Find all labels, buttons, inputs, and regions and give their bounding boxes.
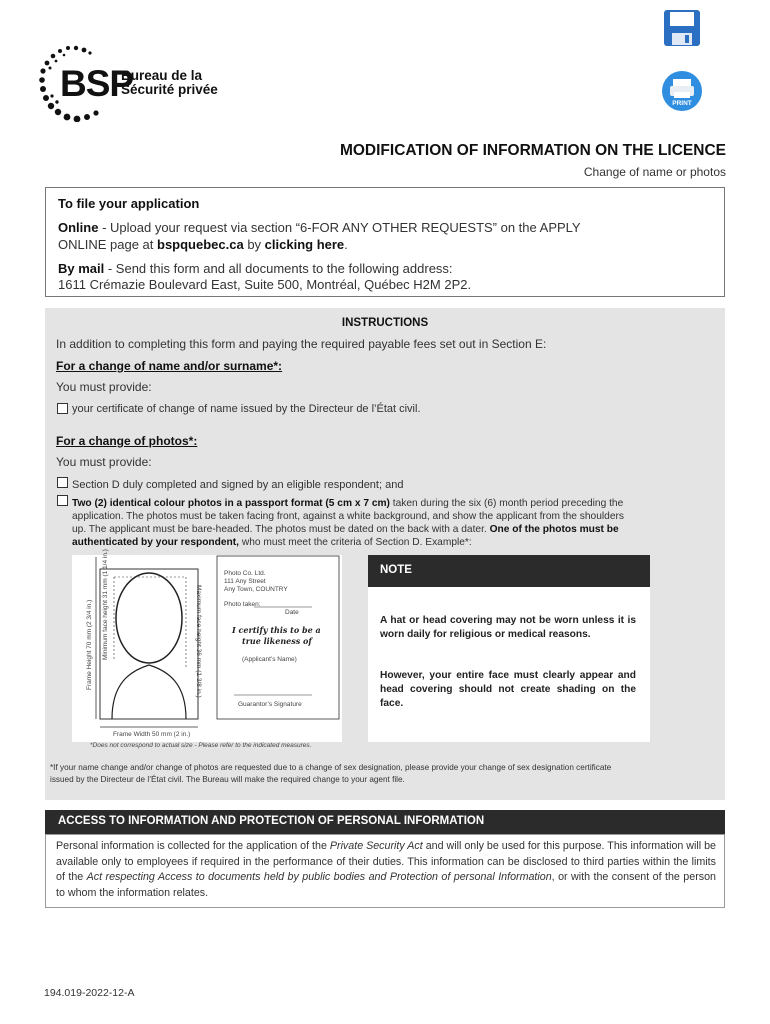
mail-label: By mail [58, 261, 105, 276]
min-face-label: Minimum face height 31 mm (1 1/4 in.) [102, 549, 109, 660]
print-icon[interactable] [661, 70, 703, 112]
two-photos-line-4 [72, 536, 717, 549]
studio-line-1: Photo Co. Ltd. [224, 570, 266, 577]
date-label: Date [285, 609, 299, 616]
two-photos-line-3 [72, 523, 717, 536]
two-photos-bold: Two (2) identical colour photos in a passport format (5 cm x 7 cm) [72, 498, 390, 509]
two-photos-line-2: application. The photos must be taken facing front, against a white background, and show the applicant from the shoulders [72, 511, 624, 522]
private-security-act: Private Security Act [329, 840, 423, 852]
must-provide-1: You must provide: [56, 380, 152, 394]
name-certificate-checkbox[interactable] [57, 403, 68, 414]
note-title: NOTE [380, 564, 412, 576]
section-d-label: Section D duly completed and signed by an eligible respondent; and [72, 479, 404, 491]
mail-line [58, 261, 453, 276]
bsp-logo-text: BSP [60, 63, 134, 104]
photo-change-heading: For a change of photos*: [56, 434, 198, 448]
section-d-checkbox[interactable] [57, 477, 68, 488]
clicking-here-link[interactable]: clicking here [264, 237, 345, 252]
instructions-title: INSTRUCTIONS [341, 317, 429, 329]
two-photos-bold-3: One of the photos must be [489, 524, 619, 535]
two-photos-line-1 [72, 497, 717, 510]
footnote-line-2: issued by the Directeur de l’État civil. The Bureau will make the required change to your agent file. [50, 775, 405, 784]
instructions-intro: In addition to completing this form and paying the required payable fees set out in Section E: [56, 337, 547, 351]
certify-line-1: I certify this to be a [232, 625, 321, 635]
guarantor-signature-label: Guarantor’s Signature [238, 701, 302, 708]
mail-text: - Send this form and all documents to the following address: [104, 261, 453, 276]
photo-disclaimer: *Does not correspond to actual size - Please refer to the indicated measures. [90, 742, 312, 749]
footnote-line-1: *If your name change and/or change of photos are requested due to a change of sex designation, please provide your change of sex designation certificate [50, 763, 612, 772]
online-text-2: ONLINE page at [58, 237, 157, 252]
two-photos-bold-4: authenticated by your respondent, [72, 537, 239, 548]
access-text [56, 839, 716, 901]
filing-heading: To file your application [58, 196, 200, 211]
online-by: by [243, 237, 265, 252]
logo-line-2: Sécurité privée [121, 82, 218, 97]
online-line-2 [58, 237, 348, 252]
max-face-label: Maximum face height 36 mm (1 3/8 in.) [195, 585, 202, 698]
two-photos-text-4: who must meet the criteria of Section D. Example*: [239, 537, 472, 548]
form-code: 194.019-2022-12-A [44, 987, 135, 999]
save-disk-icon[interactable] [663, 9, 701, 47]
access-text-2: and will only be used for this purpose. This information will be available only to employees if required in the performance of their duties. This information can be disclosed to third parties within the limits of the [56, 840, 716, 883]
photo-example-diagram [72, 555, 342, 742]
note-paragraph-2: However, your entire face must clearly appear and head covering should not create shading on the face. [380, 670, 636, 709]
online-text-1: - Upload your request via section “6-FOR ANY OTHER REQUESTS” on the APPLY [98, 220, 581, 235]
studio-line-3: Any Town, COUNTRY [224, 586, 288, 593]
applicant-name-label: (Applicant’s Name) [242, 656, 297, 663]
online-end: . [344, 237, 348, 252]
name-change-heading: For a change of name and/or surname*: [56, 359, 283, 373]
site-link[interactable]: bspquebec.ca [157, 237, 244, 252]
two-photos-text-3: up. The applicant must be bare-headed. The photos must be dated on the back with a dater. [72, 524, 490, 535]
name-certificate-label: your certificate of change of name issued by the Directeur de l’État civil. [72, 403, 421, 415]
frame-height-label: Frame Height 70 mm (2 3/4 in.) [86, 599, 93, 690]
access-title: ACCESS TO INFORMATION AND PROTECTION OF PERSONAL INFORMATION [58, 815, 485, 827]
online-label: Online [58, 220, 99, 235]
two-photos-checkbox[interactable] [57, 495, 68, 506]
photo-taken-label: Photo taken: [224, 601, 261, 608]
page-title: MODIFICATION OF INFORMATION ON THE LICENCE [339, 142, 726, 159]
access-text-3: , or with the consent of the person to whom the information relates. [56, 871, 716, 899]
frame-width-label: Frame Width 50 mm (2 in.) [113, 731, 191, 738]
print-label: PRINT [672, 100, 692, 107]
online-line-1 [58, 220, 581, 235]
note-paragraph-1: A hat or head covering may not be worn unless it is worn daily for religious or medical reasons. [380, 615, 636, 640]
studio-line-2: 111 Any Street [224, 578, 266, 585]
access-text-1: Personal information is collected for the application of the [56, 840, 330, 852]
logo-line-1: Bureau de la [121, 68, 203, 83]
two-photos-text: taken during the six (6) month period preceding the [389, 498, 624, 509]
page-subtitle: Change of name or photos [583, 165, 726, 179]
access-act-name: Act respecting Access to documents held by public bodies and Protection of personal Information [86, 871, 552, 883]
certify-line-2: true likeness of [242, 636, 312, 646]
mail-address: 1611 Crémazie Boulevard East, Suite 500, Montréal, Québec H2M 2P2. [58, 277, 472, 292]
must-provide-2: You must provide: [56, 455, 152, 469]
